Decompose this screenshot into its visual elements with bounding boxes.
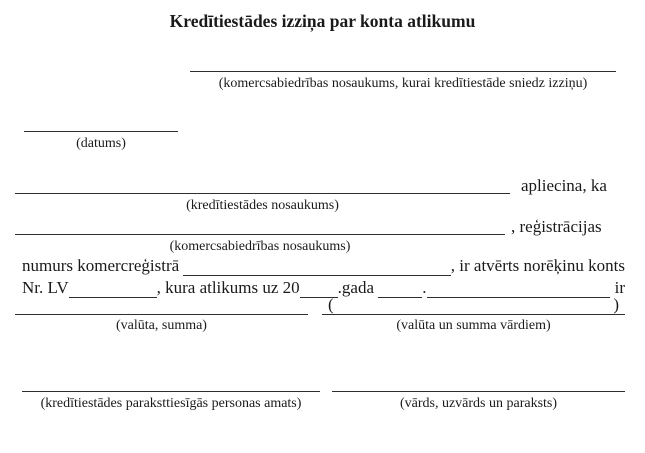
day-field[interactable]: [378, 277, 422, 298]
month-field[interactable]: [427, 277, 611, 298]
signatory-name-caption: (vārds, uzvārds un paraksts): [399, 396, 558, 411]
certifies-text: apliecina, ka: [521, 176, 607, 195]
registry-suffix-text: , ir atvērts norēķinu konts: [450, 256, 625, 275]
dot-text: .: [422, 278, 427, 297]
credit-institution-name-field[interactable]: [15, 193, 510, 194]
signatory-position-field[interactable]: [22, 391, 320, 392]
ir-text: ir: [610, 278, 625, 297]
close-paren: ): [613, 295, 619, 314]
recipient-company-caption: (komercsabiedrības nosaukums, kurai kredītiestāde sniedz izziņu): [218, 76, 588, 91]
amount-words-field[interactable]: [322, 297, 625, 315]
registry-number-line: [22, 255, 625, 276]
open-paren: (: [328, 295, 334, 314]
registry-number-field[interactable]: [183, 255, 450, 276]
gada-text: .gada: [337, 278, 379, 297]
amount-field[interactable]: [15, 314, 308, 315]
account-prefix-text: Nr. LV: [22, 278, 69, 297]
balance-text: , kura atlikums uz 20: [156, 278, 300, 297]
recipient-company-field[interactable]: [190, 71, 616, 72]
amount-caption: (valūta, summa): [116, 318, 207, 333]
account-line: [22, 277, 625, 298]
date-field[interactable]: [24, 131, 178, 132]
account-number-field[interactable]: [69, 277, 157, 298]
amount-words-caption: (valūta un summa vārdiem): [396, 318, 551, 333]
company-name-caption: (komercsabiedrības nosaukums): [169, 239, 351, 254]
registration-text: , reģistrācijas: [511, 217, 602, 236]
company-name-field[interactable]: [15, 234, 505, 235]
signatory-name-field[interactable]: [332, 391, 625, 392]
document-title: Kredītiestādes izziņa par konta atlikumu: [169, 11, 476, 31]
credit-institution-caption: (kredītiestādes nosaukums): [186, 198, 339, 213]
signatory-position-caption: (kredītiestādes paraksttiesīgās personas amats): [40, 396, 302, 411]
registry-prefix-text: numurs komercreģistrā: [22, 256, 184, 275]
date-caption: (datums): [76, 136, 126, 151]
